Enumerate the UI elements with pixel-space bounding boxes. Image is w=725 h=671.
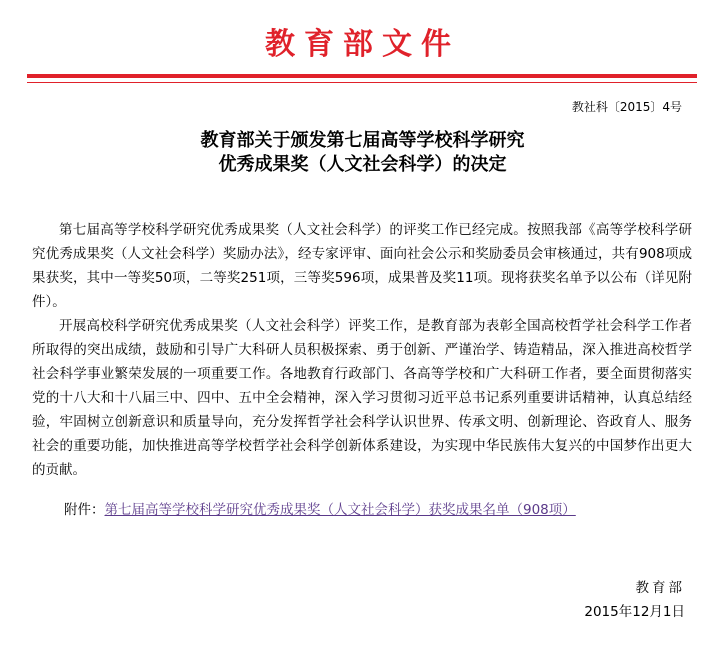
document-title-line-1: 教育部关于颁发第七届高等学校科学研究 [200,130,525,151]
attachment-label: 附件： [64,502,105,518]
body-paragraph-2: 开展高校科学研究优秀成果奖（人文社会科学）评奖工作，是教育部为表彰全国高校哲学社会科学工作者所取得的突出成绩，鼓励和引导广大科研人员积极探索、勇于创新、严谨治学、铸造精品，深入推进高校哲学社会科学事业繁荣发展的一项重要工作。各地教育行政部门、各高等学校和广大科研工作者，要全面贯彻落实党的十八大和十八届三中、四中、五中全会精神，深入学习贯彻习近平总书记系列重要讲话精神，认真总结经验，牢固树立创新意识和质量导向，充分发挥哲学社会科学认识世界、传承文明、创新理论、咨政育人、服务社会的重要功能，加快推进高等学校哲学社会科学创新体系建设，为实现中华民族伟大复兴的中国梦作出更大的贡献。 [32,318,692,478]
header-red-rule-thick [27,74,697,78]
document-number: 教社科〔2015〕4号 [571,100,682,114]
signature-date: 2015年12月1日 [584,604,685,620]
document-header-title: 教育部文件 [265,27,460,62]
signer-name: 教育部 [635,580,685,596]
body-paragraph-1: 第七届高等学校科学研究优秀成果奖（人文社会科学）的评奖工作已经完成。按照我部《高等学校科学研究优秀成果奖（人文社会科学）奖励办法》，经专家评审、面向社会公示和奖励委员会审核通过，共有908项成果获奖，其中一等奖50项，二等奖251项，三等奖596项，成果普及奖11项。现将获奖名单予以公布（详见附件）。 [32,222,692,310]
attachment-link[interactable]: 第七届高等学校科学研究优秀成果奖（人文社会科学）获奖成果名单（908项） [104,502,576,518]
document-body [32,218,692,482]
document-title-line-2: 优秀成果奖（人文社会科学）的决定 [218,154,507,175]
attachment-line [64,499,576,521]
header-red-rule-thin [27,82,697,83]
